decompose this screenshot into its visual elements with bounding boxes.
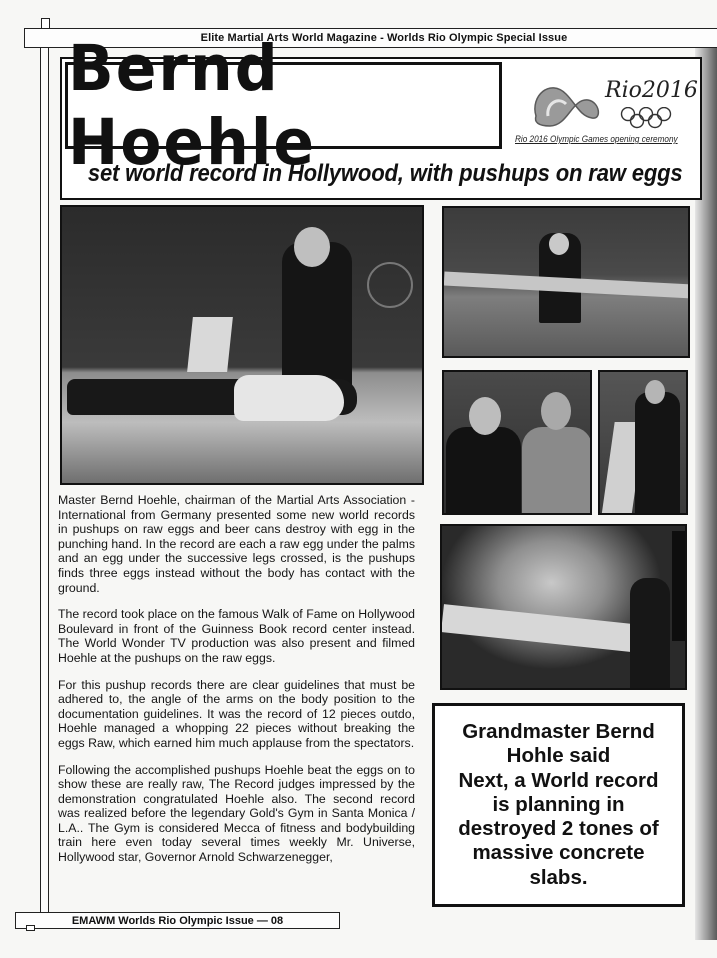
photo-egg-smash <box>440 524 687 690</box>
photo-figure-head <box>469 397 501 435</box>
photo-egg-table <box>442 206 690 358</box>
article-paragraph: The record took place on the famous Walk of Fame on Hollywood Boulevard in front of the Guinness Book record center instead. The World Wonder TV production was also present and filmed Hoehle at the pushups on the raw eggs. <box>58 607 415 665</box>
article-paragraph: Master Bernd Hoehle, chairman of the Martial Arts Association - International from Germany presented some new world records in pushups on raw eggs and beer cans destroy with egg in the punching hand. In the record are each a raw egg under the palms and an egg under the successive legs crossed, is the pushups finds three eggs instead without the body has contact with the ground. <box>58 493 415 595</box>
photo-figure <box>630 578 670 688</box>
olympic-rings-icon <box>620 107 672 129</box>
logo-caption: Rio 2016 Olympic Games opening ceremony <box>515 134 678 145</box>
photo-table <box>441 604 633 652</box>
rail-cap-bottom <box>26 925 35 931</box>
photo-two-men-egg <box>442 370 592 515</box>
photo-figure-head <box>549 233 569 255</box>
photo-sign <box>187 317 233 372</box>
pull-quote-text: Grandmaster Bernd Hohle said Next, a World record is planning in destroyed 2 tones of massive concrete slabs. <box>458 720 659 889</box>
photo-figure-left <box>446 427 521 515</box>
photo-pushups-on-eggs <box>60 205 424 485</box>
gym-emblem-icon <box>367 262 413 308</box>
photo-figure-head <box>294 227 330 267</box>
photo-egg-bench <box>598 370 688 515</box>
subheadline-box <box>70 152 700 196</box>
photo-figure-shirt <box>234 375 344 421</box>
headline: Bernd Hoehle <box>68 32 317 179</box>
rio-emblem-icon <box>528 76 603 131</box>
photo-post <box>672 531 686 641</box>
article-body <box>58 493 415 877</box>
running-footer <box>15 912 340 929</box>
photo-figure-right <box>522 427 592 515</box>
logo-wordmark: Rio2016 <box>605 78 698 103</box>
article-paragraph: Following the accomplished pushups Hoehle beat the eggs on to show these are really raw, The Record judges impressed by the demonstration congratulated Hoehle also. The second record was realized before the legendary Gold's Gym in Santa Monica / L.A.. The Gym is considered Mecca of fitness and bodybuilding train here even today several times weekly Mr. Universe, Hollywood star, Governor Arnold Schwarzenegger, <box>58 762 415 865</box>
pull-quote-box <box>432 703 685 907</box>
decorative-rail <box>40 30 49 918</box>
running-title: Elite Martial Arts World Magazine - Worlds Rio Olympic Special Issue <box>200 32 568 44</box>
photo-figure-head <box>645 380 665 404</box>
rio-2016-logo <box>505 64 698 149</box>
photo-figure <box>635 392 680 515</box>
subheadline: set world record in Hollywood, with pushups on raw eggs <box>87 160 683 187</box>
article-paragraph: For this pushup records there are clear guidelines that must be adhered to, the angle of the arms on the body position to the documentation guidelines. It was the record of 12 pieces outdo, Hoehle managed a whopping 22 pieces without breaking the eggs Raw, which earned him much applause from the spectators. <box>58 677 415 750</box>
photo-figure-head <box>541 392 571 430</box>
footer-label: EMAWM Worlds Rio Olympic Issue — 08 <box>71 914 284 927</box>
